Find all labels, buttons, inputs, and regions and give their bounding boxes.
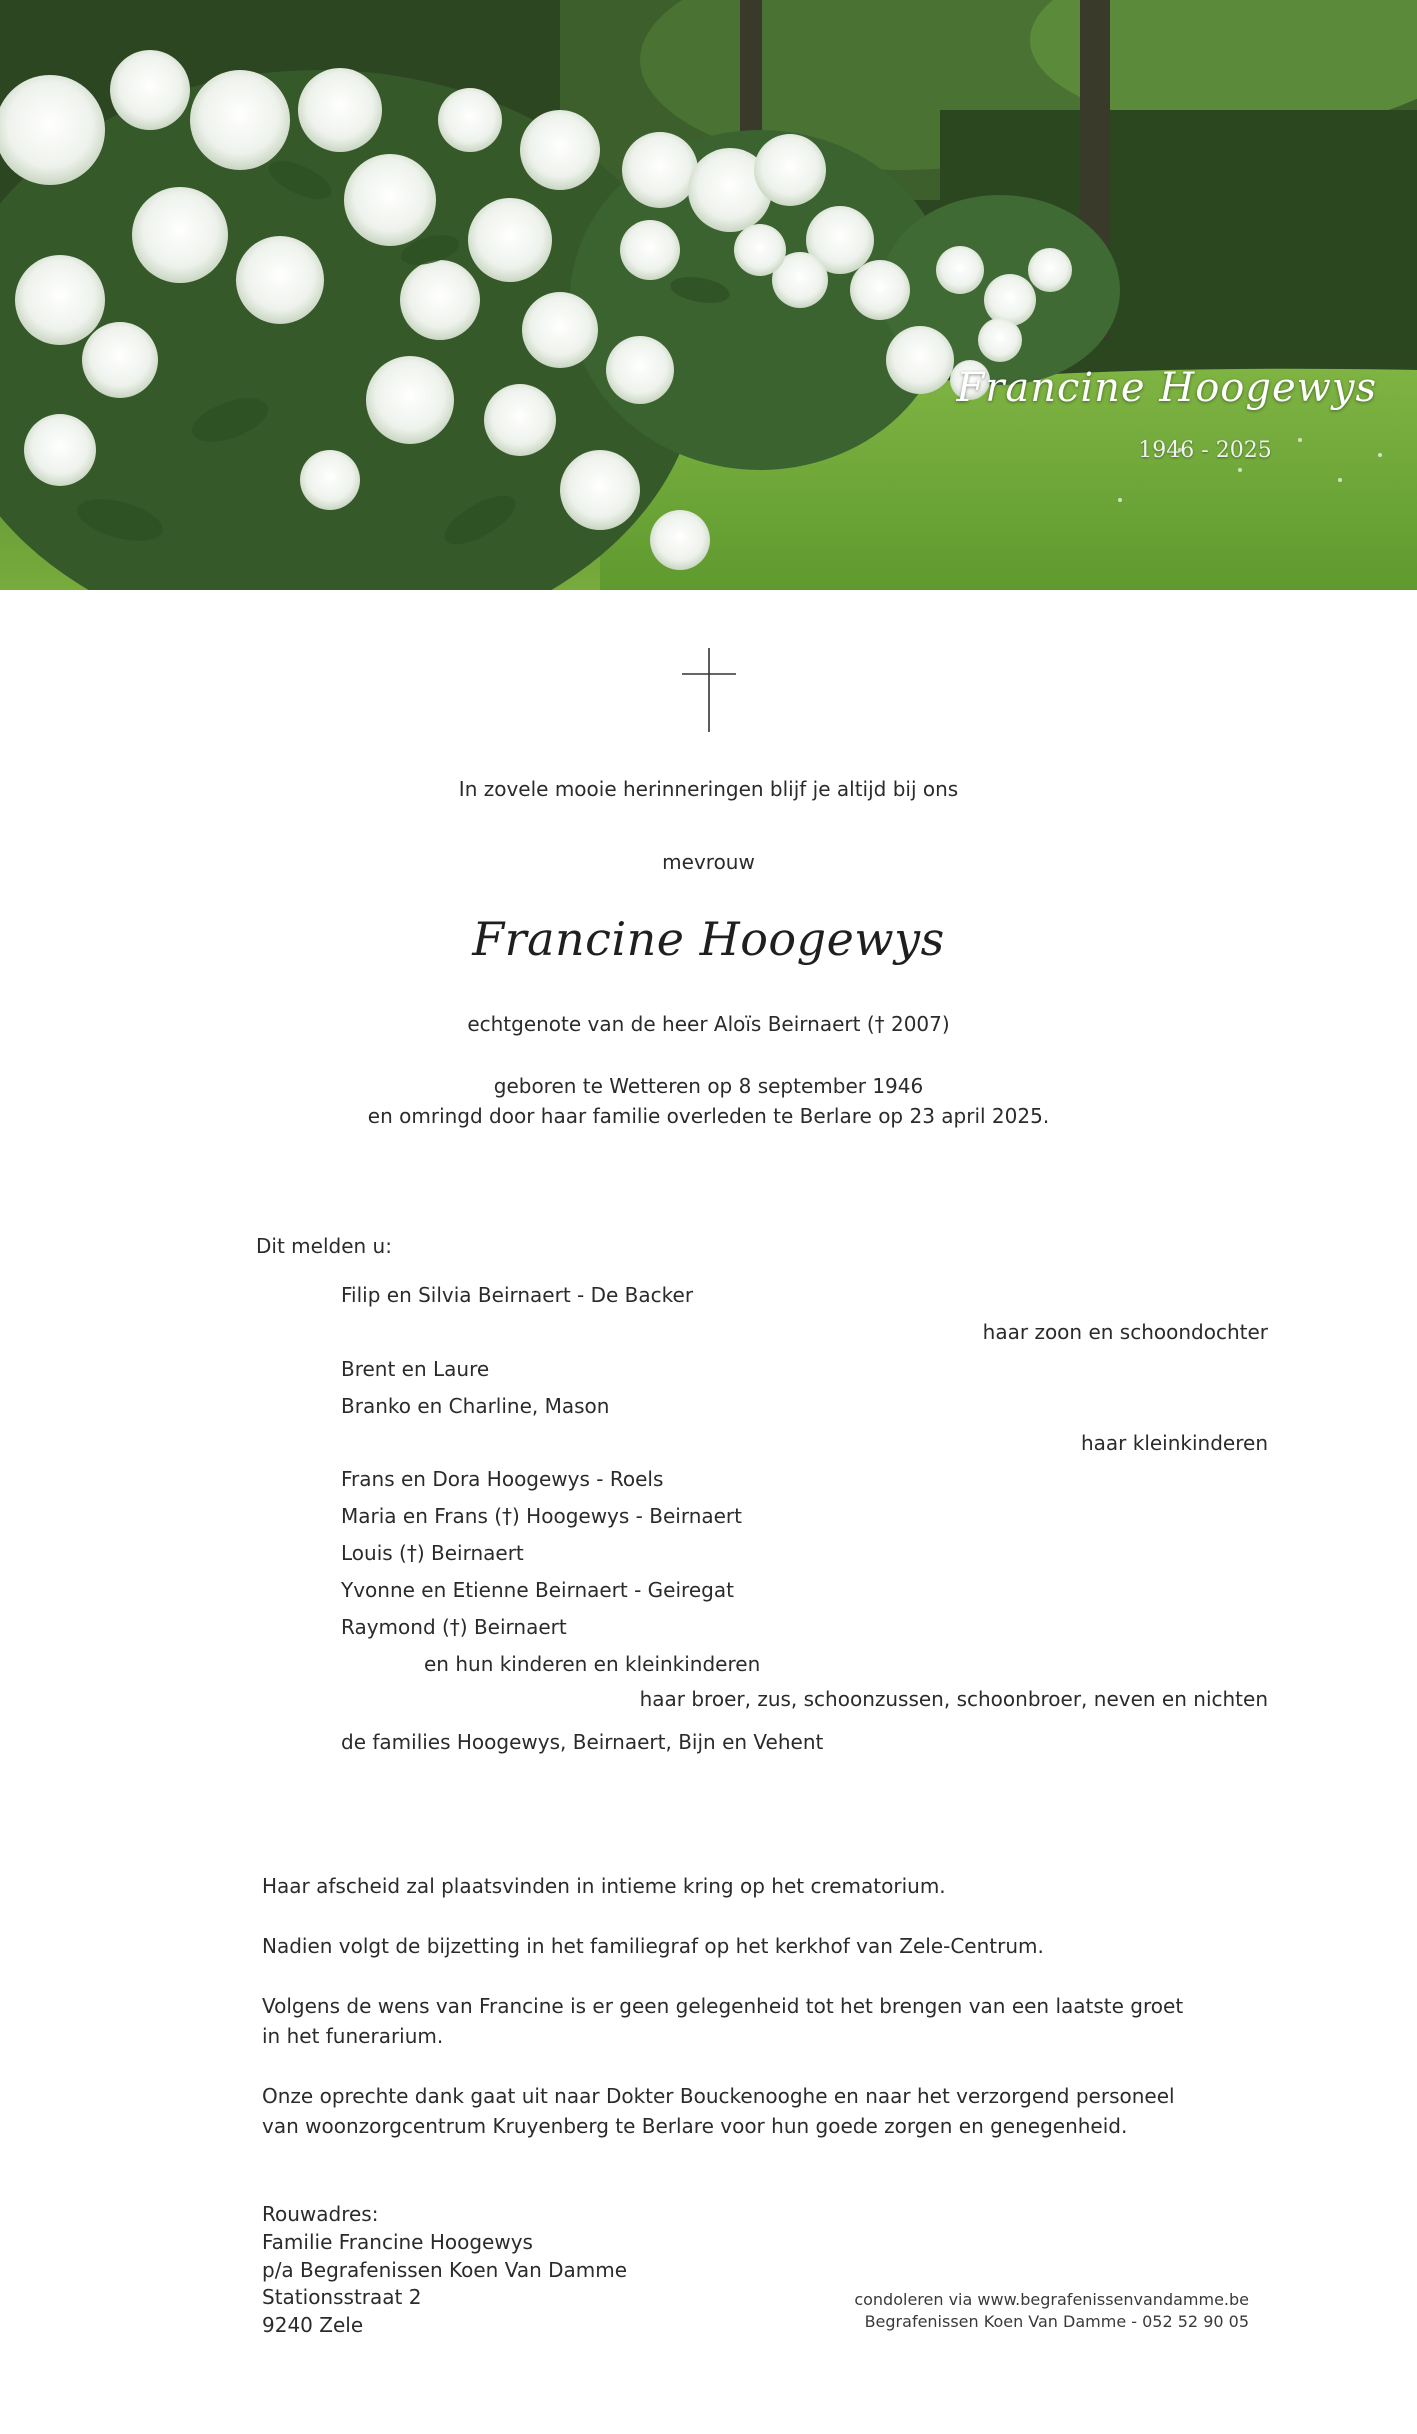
salutation: mevrouw	[662, 850, 755, 874]
relation-label: haar kleinkinderen	[1080, 1431, 1268, 1455]
spouse-line: echtgenote van de heer Aloïs Beirnaert († 2007)	[467, 1012, 950, 1036]
condolence-link[interactable]: condoleren via www.begrafenissenvandamme.be	[854, 2290, 1249, 2309]
list-item: en hun kinderen en kleinkinderen	[424, 1652, 761, 1676]
hydrangea-garden-image	[0, 0, 1417, 590]
birth-line: geboren te Wetteren op 8 september 1946	[493, 1074, 924, 1098]
address-line: Stationsstraat 2	[262, 2285, 422, 2309]
list-item: Maria en Frans (†) Hoogewys - Beirnaert	[341, 1504, 742, 1528]
address-label: Rouwadres:	[262, 2202, 379, 2226]
list-item: de families Hoogewys, Beirnaert, Bijn en Vehent	[341, 1730, 824, 1754]
cross-icon	[682, 648, 736, 732]
header-photo	[0, 0, 1417, 590]
wish-paragraph-line2: in het funerarium.	[262, 2024, 444, 2048]
address-line: p/a Begrafenissen Koen Van Damme	[262, 2258, 628, 2282]
announce-label: Dit melden u:	[256, 1234, 392, 1258]
address-line: 9240 Zele	[262, 2313, 364, 2337]
intro-line: In zovele mooie herinneringen blijf je altijd bij ons	[458, 777, 959, 801]
list-item: Frans en Dora Hoogewys - Roels	[341, 1467, 664, 1491]
farewell-paragraph: Haar afscheid zal plaatsvinden in intieme kring op het crematorium.	[262, 1874, 946, 1898]
death-line: en omringd door haar familie overleden te Berlare op 23 april 2025.	[367, 1104, 1050, 1128]
wish-paragraph-line1: Volgens de wens van Francine is er geen gelegenheid tot het brengen van een laatste groet	[262, 1994, 1184, 2018]
address-line: Familie Francine Hoogewys	[262, 2230, 533, 2254]
relation-label: haar zoon en schoondochter	[982, 1320, 1268, 1344]
burial-paragraph: Nadien volgt de bijzetting in het familiegraf op het kerkhof van Zele-Centrum.	[262, 1934, 1044, 1958]
thanks-paragraph-line2: van woonzorgcentrum Kruyenberg te Berlare voor hun goede zorgen en genegenheid.	[262, 2114, 1128, 2138]
list-item: Louis (†) Beirnaert	[341, 1541, 524, 1565]
undertaker-contact: Begrafenissen Koen Van Damme - 052 52 90 05	[864, 2312, 1249, 2331]
header-name: Francine Hoogewys	[956, 365, 1377, 411]
list-item: Raymond (†) Beirnaert	[341, 1615, 567, 1639]
list-item: Filip en Silvia Beirnaert - De Backer	[341, 1283, 694, 1307]
list-item: Branko en Charline, Mason	[341, 1394, 610, 1418]
list-item: Brent en Laure	[341, 1357, 490, 1381]
deceased-name: Francine Hoogewys	[472, 912, 945, 966]
header-dates: 1946 - 2025	[1138, 438, 1272, 463]
relation-label: haar broer, zus, schoonzussen, schoonbroer, neven en nichten	[639, 1687, 1268, 1711]
list-item: Yvonne en Etienne Beirnaert - Geiregat	[341, 1578, 734, 1602]
thanks-paragraph-line1: Onze oprechte dank gaat uit naar Dokter Bouckenooghe en naar het verzorgend personeel	[262, 2084, 1175, 2108]
